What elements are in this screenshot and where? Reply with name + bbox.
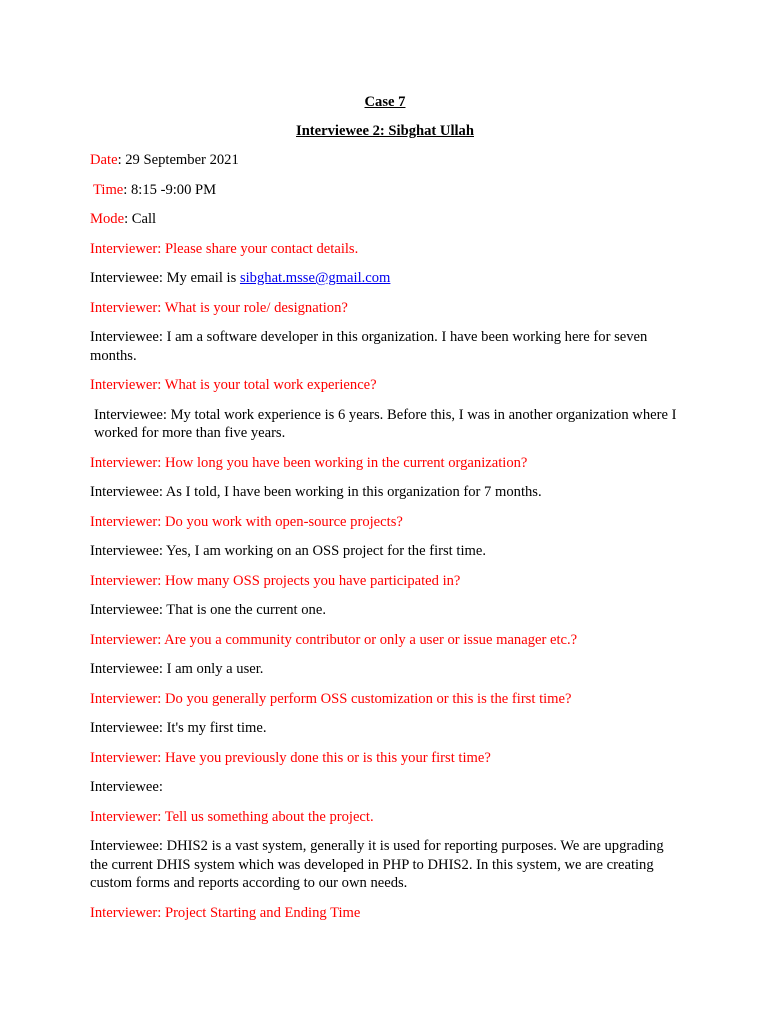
interviewer-question: Interviewer: How many OSS projects you have participated in? bbox=[90, 572, 461, 589]
interviewer-question: Interviewer: Are you a community contributor or only a user or issue manager etc.? bbox=[90, 631, 578, 648]
mode-label: Mode bbox=[90, 211, 125, 227]
interviewee-answer: Interviewee: bbox=[90, 779, 163, 795]
interviewer-question: Interviewer: Have you previously done this or is this your first time? bbox=[90, 749, 491, 766]
interviewer-question: Interviewer: Please share your contact details. bbox=[90, 240, 359, 257]
interviewer-question: Interviewer: Tell us something about the project. bbox=[90, 808, 374, 825]
mode-value: : Call bbox=[124, 211, 157, 227]
interviewer-question: Interviewer: Project Starting and Ending Time bbox=[90, 904, 361, 921]
time-line bbox=[90, 181, 680, 200]
date-value: : 29 September 2021 bbox=[117, 152, 239, 168]
case-title: Case 7 bbox=[364, 94, 406, 110]
time-value: : 8:15 -9:00 PM bbox=[123, 181, 217, 198]
interviewee-answer: Interviewee: It's my first time. bbox=[90, 720, 267, 736]
interviewer-question: Interviewer: How long you have been working in the current organization? bbox=[90, 454, 528, 471]
email-link[interactable]: sibghat.msse@gmail.com bbox=[239, 270, 391, 286]
interviewee-answer: Interviewee: As I told, I have been working in this organization for 7 months. bbox=[90, 484, 542, 500]
interviewee-answer: Interviewee: DHIS2 is a vast system, generally it is used for reporting purposes. We are upgrading the current DHIS system which was developed in PHP to DHIS2. In this system, we are creating custom forms and reports according to our own needs. bbox=[90, 838, 664, 891]
document-page bbox=[90, 93, 680, 933]
interviewee-answer: Interviewee: Yes, I am working on an OSS project for the first time. bbox=[90, 543, 486, 559]
interviewee-answer: Interviewee: I am only a user. bbox=[90, 661, 264, 677]
interviewee-answer: Interviewee: My total work experience is 6 years. Before this, I was in another organization where I worked for more than five years. bbox=[94, 406, 677, 441]
interviewee-answer: Interviewee: I am a software developer in this organization. I have been working here for seven months. bbox=[90, 329, 648, 364]
interviewer-question: Interviewer: Do you generally perform OSS customization or this is the first time? bbox=[90, 690, 572, 707]
interviewer-question: Interviewer: What is your total work experience? bbox=[90, 377, 377, 393]
answer-text: Interviewee: My email is bbox=[90, 270, 240, 286]
interviewee-answer bbox=[90, 269, 680, 288]
mode-line bbox=[90, 210, 680, 229]
date-line bbox=[90, 151, 680, 170]
interviewee-answer: Interviewee: That is one the current one. bbox=[90, 602, 326, 618]
interviewer-question: Interviewer: What is your role/ designation? bbox=[90, 299, 348, 316]
interviewer-question: Interviewer: Do you work with open-source projects? bbox=[90, 513, 403, 530]
interviewee-title: Interviewee 2: Sibghat Ullah bbox=[296, 123, 474, 139]
date-label: Date bbox=[90, 152, 118, 168]
time-label: Time bbox=[93, 181, 124, 198]
